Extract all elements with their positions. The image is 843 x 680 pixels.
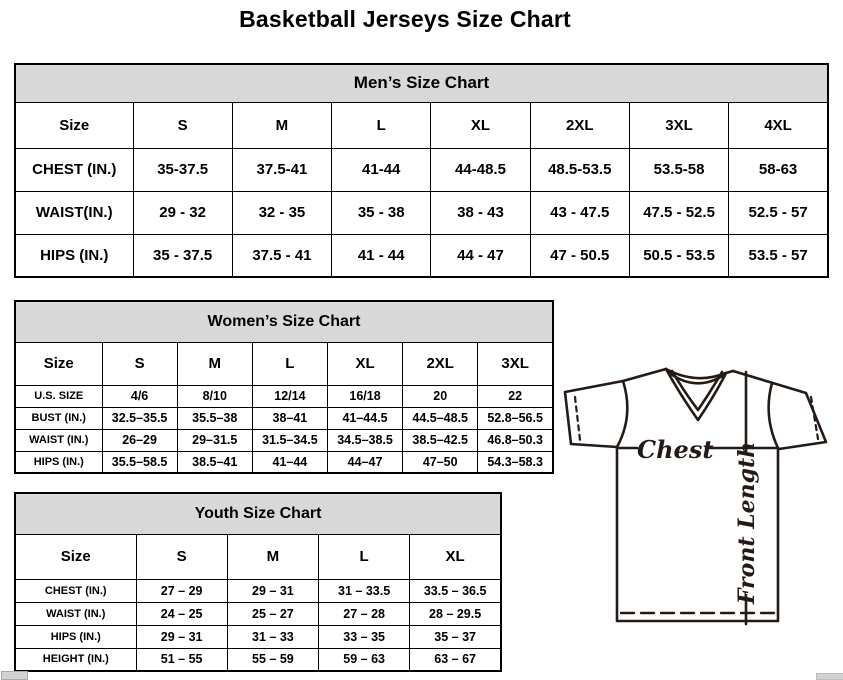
table-row (15, 148, 828, 191)
size-value: 31.5–34.5 (252, 429, 327, 451)
table-row (15, 191, 828, 234)
size-value: 41 - 44 (332, 234, 431, 277)
size-value: 34.5–38.5 (327, 429, 402, 451)
size-value: 52.8–56.5 (478, 407, 553, 429)
row-label: WAIST (IN.) (15, 429, 102, 451)
front-length-label: Front Length (734, 441, 760, 605)
size-value: 53.5 - 57 (729, 234, 828, 277)
size-value: 52.5 - 57 (729, 191, 828, 234)
column-header: XL (410, 534, 501, 579)
size-value: 29 - 32 (133, 191, 232, 234)
jersey-diagram (553, 357, 839, 629)
size-value: 38 - 43 (431, 191, 530, 234)
row-label: CHEST (IN.) (15, 579, 136, 602)
size-value: 37.5 - 41 (232, 234, 331, 277)
size-value: 41–44.5 (327, 407, 402, 429)
left-shoulder-line (623, 369, 666, 381)
column-header: M (227, 534, 318, 579)
row-label: HEIGHT (IN.) (15, 648, 136, 671)
size-value: 27 – 29 (136, 579, 227, 602)
size-value: 20 (403, 385, 478, 407)
size-value: 12/14 (252, 385, 327, 407)
table-row (15, 385, 553, 407)
size-value: 41-44 (332, 148, 431, 191)
size-value: 50.5 - 53.5 (629, 234, 728, 277)
size-value: 59 – 63 (319, 648, 410, 671)
column-header: Size (15, 102, 133, 148)
size-value: 54.3–58.3 (478, 451, 553, 473)
size-value: 47.5 - 52.5 (629, 191, 728, 234)
size-value: 55 – 59 (227, 648, 318, 671)
chest-label: Chest (637, 435, 714, 464)
row-label: BUST (IN.) (15, 407, 102, 429)
table-title: Men’s Size Chart (15, 64, 828, 102)
column-header: S (136, 534, 227, 579)
size-value: 38.5–42.5 (403, 429, 478, 451)
size-value: 38.5–41 (177, 451, 252, 473)
size-value: 35 - 37.5 (133, 234, 232, 277)
column-header: S (133, 102, 232, 148)
column-header: XL (431, 102, 530, 148)
size-value: 38–41 (252, 407, 327, 429)
size-value: 48.5-53.5 (530, 148, 629, 191)
column-header: Size (15, 534, 136, 579)
row-label: WAIST(IN.) (15, 191, 133, 234)
size-value: 58-63 (729, 148, 828, 191)
column-header: S (102, 342, 177, 385)
column-header: L (319, 534, 410, 579)
size-value: 46.8–50.3 (478, 429, 553, 451)
size-value: 31 – 33 (227, 625, 318, 648)
womens-size-table (14, 300, 554, 474)
size-value: 35 - 38 (332, 191, 431, 234)
size-value: 37.5-41 (232, 148, 331, 191)
size-value: 41–44 (252, 451, 327, 473)
column-header: 3XL (629, 102, 728, 148)
column-header: 2XL (403, 342, 478, 385)
row-label: CHEST (IN.) (15, 148, 133, 191)
size-value: 16/18 (327, 385, 402, 407)
size-value: 4/6 (102, 385, 177, 407)
size-value: 22 (478, 385, 553, 407)
size-value: 44-48.5 (431, 148, 530, 191)
left-cuff-dashed-line (575, 397, 580, 440)
table-title: Women’s Size Chart (15, 301, 553, 342)
right-armhole-seam (769, 383, 778, 448)
column-header: Size (15, 342, 102, 385)
size-value: 43 - 47.5 (530, 191, 629, 234)
table-row (15, 407, 553, 429)
size-value: 29 – 31 (136, 625, 227, 648)
table-row (15, 602, 501, 625)
size-value: 44 - 47 (431, 234, 530, 277)
row-label: HIPS (IN.) (15, 625, 136, 648)
table-row (15, 234, 828, 277)
table-header-row (15, 102, 828, 148)
size-value: 29–31.5 (177, 429, 252, 451)
size-value: 31 – 33.5 (319, 579, 410, 602)
table-title: Youth Size Chart (15, 493, 501, 534)
mens-size-table (14, 63, 829, 278)
size-value: 53.5-58 (629, 148, 728, 191)
column-header: M (232, 102, 331, 148)
column-header: 2XL (530, 102, 629, 148)
table-row (15, 579, 501, 602)
size-value: 47 - 50.5 (530, 234, 629, 277)
column-header: 4XL (729, 102, 828, 148)
left-sleeve-outline (565, 381, 623, 447)
page-title: Basketball Jerseys Size Chart (239, 6, 571, 32)
size-value: 33.5 – 36.5 (410, 579, 501, 602)
size-value: 35 – 37 (410, 625, 501, 648)
youth-size-table (14, 492, 502, 672)
size-value: 44.5–48.5 (403, 407, 478, 429)
row-label: HIPS (IN.) (15, 451, 102, 473)
row-label: WAIST (IN.) (15, 602, 136, 625)
size-value: 28 – 29.5 (410, 602, 501, 625)
column-header: L (332, 102, 431, 148)
table-row (15, 429, 553, 451)
size-value: 8/10 (177, 385, 252, 407)
table-header-row (15, 534, 501, 579)
row-label: HIPS (IN.) (15, 234, 133, 277)
left-armhole-seam (617, 381, 627, 447)
table-header-row (15, 342, 553, 385)
size-value: 32 - 35 (232, 191, 331, 234)
size-value: 29 – 31 (227, 579, 318, 602)
size-value: 26–29 (102, 429, 177, 451)
size-value: 25 – 27 (227, 602, 318, 625)
size-value: 27 – 28 (319, 602, 410, 625)
size-value: 63 – 67 (410, 648, 501, 671)
size-value: 47–50 (403, 451, 478, 473)
column-header: L (252, 342, 327, 385)
size-value: 44–47 (327, 451, 402, 473)
size-value: 35.5–58.5 (102, 451, 177, 473)
size-value: 32.5–35.5 (102, 407, 177, 429)
size-value: 51 – 55 (136, 648, 227, 671)
column-header: 3XL (478, 342, 553, 385)
size-value: 24 – 25 (136, 602, 227, 625)
column-header: M (177, 342, 252, 385)
size-value: 35-37.5 (133, 148, 232, 191)
column-header: XL (327, 342, 402, 385)
table-row (15, 451, 553, 473)
table-row (15, 625, 501, 648)
size-value: 35.5–38 (177, 407, 252, 429)
table-row (15, 648, 501, 671)
size-value: 33 – 35 (319, 625, 410, 648)
row-label: U.S. SIZE (15, 385, 102, 407)
